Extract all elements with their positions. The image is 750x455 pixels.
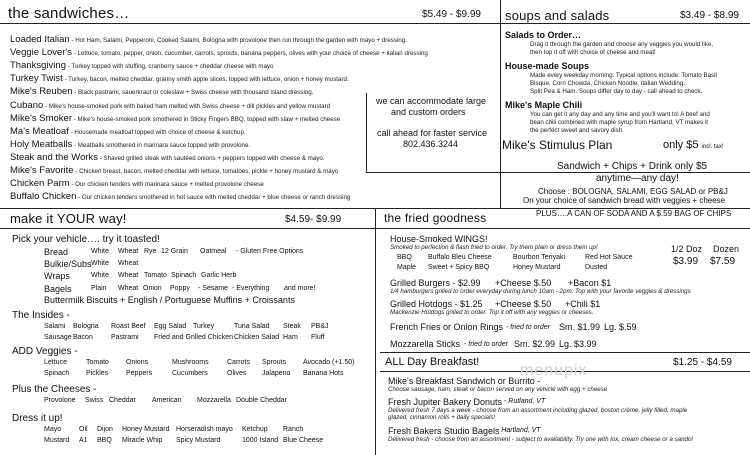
sandwiches-title: the sandwiches… [8, 5, 130, 22]
stimulus-price-suffix: incl. tax! [701, 144, 724, 150]
buttermilk-line: Buttermilk Biscuits + English / Portuguese Muffins + Croissants [44, 295, 295, 305]
hotdogs-cheese: +Cheese $.50 [495, 299, 552, 309]
wing-sauce[interactable]: Buffalo Bleu Cheese [428, 254, 492, 261]
stimulus-rule [366, 172, 750, 173]
sandwich-desc: - Our chicken tenders with marinara sauce + melted provolone cheese [69, 181, 264, 189]
sandwich-desc: - Housemade meatloaf topped with choice of cheese & ketchup. [68, 128, 246, 136]
bagels-option[interactable]: and more! [284, 285, 316, 292]
sandwich-name: Cubano [10, 99, 44, 111]
stimulus-choose-2: On your choice of sandwich bread with veggies + cheese [523, 196, 726, 205]
sandwich-name: Mike's Reuben [10, 86, 73, 98]
veggie-option[interactable]: Peppers [126, 370, 153, 377]
cheese-option[interactable]: Provolone [44, 397, 76, 404]
sandwich-name: Chicken Parm [10, 178, 70, 190]
make-rule [0, 228, 375, 229]
stimulus-price-value: only $5 [663, 139, 699, 151]
insides-option[interactable]: Egg Salad [154, 323, 187, 330]
bagels-option[interactable]: Wheat [118, 285, 139, 292]
breakfast-sandwich-title: Mike's Breakfast Sandwich or Burrito - [388, 376, 541, 386]
salads-title: Salads to Order… [505, 30, 582, 40]
fries-title: French Fries or Onion Rings [390, 322, 504, 332]
insides-option[interactable]: Bacon [73, 334, 93, 341]
call-ahead-note: call ahead for faster service [377, 128, 488, 138]
cheese-option[interactable]: Mozzarella [197, 397, 231, 404]
veggie-option[interactable]: Cucumbers [172, 370, 208, 377]
bagels-option[interactable]: - Everything [232, 285, 270, 292]
veggie-option[interactable]: Pickles [86, 370, 109, 377]
veggies-title: ADD Veggies - [12, 346, 78, 357]
veggie-option[interactable]: Onions [126, 359, 149, 366]
sandwich-name: Thanksgiving [10, 60, 66, 72]
veggie-option[interactable]: Jalapeno [262, 370, 291, 377]
veggie-option[interactable]: Mushrooms [172, 359, 209, 366]
dress-title: Dress it up! [12, 413, 63, 424]
dressing-option[interactable]: Ketchup [242, 426, 268, 433]
sandwich-desc: - Mike's house-smoked pork smothered in Sticky Fingers BBQ, topped with slaw + melted cheese [72, 115, 341, 123]
fries-small-price: Sm. $1.99 [559, 322, 601, 332]
bagels-label: Bagels [44, 284, 72, 294]
soups-title: soups and salads [505, 8, 610, 23]
sandwich-desc: - Our chicken tenders smothered in hot sauce with melted cheddar + blue cheese or ranch dressing [76, 194, 351, 202]
insides-option[interactable]: Salami [44, 323, 66, 330]
donuts-desc-2: glazed, cinnamon rolls + daily specials! [388, 414, 496, 421]
make-price: $4.59- $9.99 [285, 214, 342, 225]
fried-rule [375, 228, 750, 229]
sandwich-name: Ma's Meatloaf [10, 125, 69, 137]
left-right-divider [375, 208, 376, 455]
make-title: make it YOUR way! [10, 211, 127, 226]
wraps-label: Wraps [44, 271, 70, 281]
mozz-title: Mozzarella Sticks [390, 339, 461, 349]
bagels-bakery-desc: Delivered fresh - choose from an assortment - subject to availability. Try one with lox, cream cheese or a sando! [388, 436, 694, 443]
hotdogs-chili: +Chili $1 [565, 299, 601, 309]
wings-half-label: 1/2 Doz [671, 244, 703, 254]
veggie-option[interactable]: Avocado (+1.50) [303, 359, 355, 366]
insides-option[interactable]: Ham [283, 334, 298, 341]
bread-option[interactable]: Rye [144, 248, 157, 255]
house-soups-desc-3: Split Pea & Ham. Soups differ day to day - call ahead to check. [530, 88, 703, 95]
wing-sauce[interactable]: Dusted [585, 264, 608, 271]
veggie-option[interactable]: Sprouts [262, 359, 287, 366]
bagels-option[interactable]: Plain [91, 285, 107, 292]
wing-sauce[interactable]: Red Hot Sauce [585, 254, 633, 261]
bulkie-option[interactable]: Wheat [118, 260, 139, 267]
cheese-option[interactable]: Swiss [85, 397, 104, 404]
sandwich-name: Steak and the Works [10, 151, 99, 163]
bulkie-label: Bulkie/Subs [44, 259, 92, 269]
mozz-note: - fried to order [464, 341, 508, 348]
bagels-bakery-title: Fresh Bakers Studio Bagels [388, 426, 500, 436]
fries-note: - fried to order [506, 324, 550, 331]
wing-sauce[interactable]: Bourbon Teriyaki [513, 254, 566, 261]
top-rule [0, 23, 750, 24]
sandwich-desc: - Mike's house-smoked pork with baked ham melted with Swiss cheese + dill pickles and yellow mustard [43, 102, 331, 110]
veggie-option[interactable]: Olives [227, 370, 247, 377]
wraps-option[interactable]: Tomato [144, 272, 167, 279]
cheeses-title: Plus the Cheeses - [12, 384, 97, 395]
stimulus-plus: PLUS….A CAN OF SODA AND A $.59 BAG OF CHIPS [536, 209, 732, 218]
dressing-option[interactable]: Dijon [97, 426, 113, 433]
mozz-large-price: Lg. $3.99 [559, 339, 597, 349]
wraps-option[interactable]: White [91, 272, 109, 279]
bread-label: Bread [44, 247, 69, 257]
sandwich-name: Veggie Lover's [10, 47, 73, 59]
stimulus-choose-1: Choose : BOLOGNA, SALAMI, EGG SALAD or PB&J [538, 187, 728, 196]
bagels-bakery-location: - Hartland, VT [497, 427, 541, 434]
dressing-option[interactable]: Mayo [44, 426, 62, 433]
sandwich-desc: - Black pastrami, sauerkraut or coleslaw + Swiss cheese with thousand island dressing. [72, 89, 314, 97]
dressing-option[interactable]: BBQ [97, 437, 112, 444]
insides-option[interactable]: Fried and Grilled Chicken [154, 334, 233, 341]
donuts-desc-1: Delivered fresh 7 days a week - choose from an assortment including glazed, boston crème, jelly filled, maple [388, 407, 688, 414]
house-soups-desc-1: Made every weekday morning. Typical options include: Tomato Basil [530, 72, 717, 79]
dressing-option[interactable]: Oil [79, 426, 88, 433]
sandwich-item [10, 186, 350, 204]
sandwich-name: Turkey Twist [10, 73, 63, 85]
bread-option[interactable]: - Gluten Free Options [236, 248, 304, 255]
salads-desc-1: Drag it through the garden and choose any veggies you would like, [530, 41, 713, 48]
insides-option[interactable]: Roast Beef [111, 323, 146, 330]
phone-number[interactable]: 802.436.3244 [403, 139, 459, 149]
sandwich-desc: - Hot Ham, Salami, Pepperoni, Cooked Salami, Bologna with provolone then run through the garden with mayo + dressing. [69, 37, 407, 44]
center-divider-mid [366, 93, 367, 173]
fried-title: the fried goodness [384, 211, 487, 225]
sandwich-desc: - Lettuce, tomato, pepper, onion, cucumber, carrots, sprouts, banana peppers, olives with your choice of cheese + italian dressing [72, 50, 428, 58]
sandwich-desc: - Meatballs smothered in marinara sauce topped with provolone. [72, 141, 251, 149]
veggie-option[interactable]: Spinach [44, 370, 70, 377]
wings-desc: Smoked to perfection & flash fried to order. Try them plain or dress them up! [390, 244, 598, 251]
sandwich-name: Mike's Smoker [10, 112, 72, 124]
dressing-option[interactable]: A1 [79, 437, 88, 444]
burgers-title: Grilled Burgers - $2.99 [390, 278, 481, 288]
bread-option[interactable]: White [91, 248, 109, 255]
breakfast-sandwich-desc: Choose sausage, ham, steak or bacon served on any vehicle with egg + cheese [388, 386, 608, 393]
chili-title: Mike's Maple Chili [505, 100, 583, 110]
fries-large-price: Lg. $.59 [604, 322, 637, 332]
insides-option[interactable]: Tuna Salad [234, 323, 270, 330]
bread-option[interactable]: 12 Grain [161, 248, 188, 255]
dressing-option[interactable]: Horseradish mayo [176, 426, 233, 433]
burgers-bacon: +Bacon $1 [568, 278, 612, 288]
insides-option[interactable]: Turkey [193, 323, 215, 330]
chili-desc-2: bean chili combined with maple syrup from Hartland, VT makes it [530, 119, 709, 126]
sandwich-desc: - Chicken breast, bacon, melted cheddar with lettuce, tomatoes, pickle + honey mustard & mayo [73, 168, 339, 175]
sandwich-name: Holy Meatballs [10, 138, 73, 150]
dressing-option[interactable]: Blue Cheese [283, 437, 324, 444]
sandwich-name: Loaded Italian [10, 34, 70, 45]
sandwich-desc: - Turkey, bacon, melted cheddar, granny smith apple slices, topped with lettuce, onion + honey mustard. [62, 76, 349, 84]
wing-sauce[interactable]: BBQ [397, 254, 412, 261]
watermark-logo: menupix [520, 362, 588, 379]
house-soups-title: House-made Soups [505, 61, 590, 71]
stimulus-title: Mike's Stimulus Plan [502, 138, 613, 152]
bread-option[interactable]: Wheat [118, 248, 139, 255]
center-divider-top [500, 0, 501, 208]
dressing-option[interactable]: Miracle Whip [122, 437, 163, 444]
bread-option[interactable]: Oatmeal [200, 248, 227, 255]
soups-price: $3.49 - $8.99 [680, 10, 739, 21]
breakfast-top-rule [380, 352, 750, 353]
cheese-option[interactable]: Double Cheddar [236, 397, 287, 404]
sandwich-desc: - Turkey topped with stuffing, cranberry sauce + cheddar cheese with mayo [65, 63, 274, 71]
wings-half-price: $3.99 [673, 256, 699, 267]
dressing-option[interactable]: 1000 Island [242, 437, 279, 444]
sandwich-desc: - Shaved grilled steak with sautéed onions + peppers topped with cheese & mayo. [98, 154, 325, 162]
pick-vehicle: Pick your vehicle…. try it toasted! [12, 234, 160, 245]
veggie-option[interactable]: Lettuce [44, 359, 67, 366]
donuts-title: Fresh Jupiter Bakery Donuts [388, 397, 503, 407]
wraps-option[interactable]: Spinach [171, 272, 197, 279]
chili-desc-1: You can get it any day and any time and you'll want to! A beef and [530, 111, 710, 118]
wings-dozen-price: $7.59 [710, 256, 736, 267]
breakfast-price: $1.25 - $4.59 [673, 357, 732, 368]
dressing-option[interactable]: Ranch [283, 426, 304, 433]
veggie-option[interactable]: Carrots [227, 359, 250, 366]
sandwich-name: Mike's Favorite [10, 165, 74, 176]
chili-desc-3: the perfect sweet and savory dish. [530, 127, 624, 134]
burgers-desc: 1/4 hamburgers grilled to order everyday during lunch 10am - 2pm. Top with your favorite veggies & dressings [390, 288, 691, 295]
stimulus-price [663, 139, 724, 151]
insides-option[interactable]: Pastrami [111, 334, 139, 341]
insides-option[interactable]: Steak [283, 323, 301, 330]
house-soups-desc-2: Bisque, Corn Chowda, Chicken Noodle, Italian Wedding, [530, 80, 686, 87]
stimulus-line-2: anytime—any day! [596, 173, 679, 184]
dressing-option[interactable]: Spicy Mustard [176, 437, 221, 444]
insides-option[interactable]: PB&J [311, 323, 329, 330]
large-orders-note: we can accommodate large [376, 96, 487, 106]
stimulus-line-1: Sandwich + Chips + Drink only $5 [557, 161, 708, 172]
veggie-option[interactable]: Banana Hots [303, 370, 344, 377]
wraps-option[interactable]: Wheat [118, 272, 139, 279]
wing-sauce[interactable]: Sweet + Spicy BBQ [428, 264, 490, 271]
bagels-option[interactable]: - Sesame [198, 285, 228, 292]
custom-orders-note: and custom orders [391, 107, 466, 117]
hotdogs-desc: Mackenzie Hotdogs grilled to order. Top it off with any veggies or cheeses. [390, 309, 594, 316]
insides-option[interactable]: Fluff [311, 334, 325, 341]
dressing-option[interactable]: Mustard [44, 437, 70, 444]
wing-sauce[interactable]: Maple [397, 264, 417, 271]
insides-title: The Insides - [12, 310, 70, 321]
salads-desc-2: then top it off with choice of cheese and meat! [530, 49, 656, 56]
insides-option[interactable]: Chicken Salad [234, 334, 280, 341]
mozz-small-price: Sm. $2.99 [514, 339, 556, 349]
dressing-option[interactable]: Honey Mustard [122, 426, 170, 433]
veggie-option[interactable]: Tomato [86, 359, 109, 366]
cheese-option[interactable]: American [152, 397, 182, 404]
insides-option[interactable]: Bologna [73, 323, 99, 330]
bulkie-option[interactable]: White [91, 260, 109, 267]
insides-option[interactable]: Sausage [44, 334, 72, 341]
wings-dozen-label: Dozen [713, 244, 740, 254]
sandwich-name: Buffalo Chicken [10, 191, 77, 203]
breakfast-title: ALL Day Breakfast! [385, 356, 480, 368]
wing-sauce[interactable]: Honey Mustard [513, 264, 561, 271]
bagels-option[interactable]: Onion [143, 285, 162, 292]
bagels-option[interactable]: Poppy [170, 285, 190, 292]
cheese-option[interactable]: Cheddar [109, 397, 136, 404]
donuts-location: - Rutland, VT [504, 398, 546, 405]
wraps-option[interactable]: Garlic Herb [201, 272, 237, 279]
sandwiches-price: $5.49 - $9.99 [422, 9, 481, 20]
burgers-cheese: +Cheese $.50 [495, 278, 552, 288]
wings-title: House-Smoked WINGS! [390, 234, 488, 244]
hotdogs-title: Grilled Hotdogs - $1.25 [390, 299, 483, 309]
